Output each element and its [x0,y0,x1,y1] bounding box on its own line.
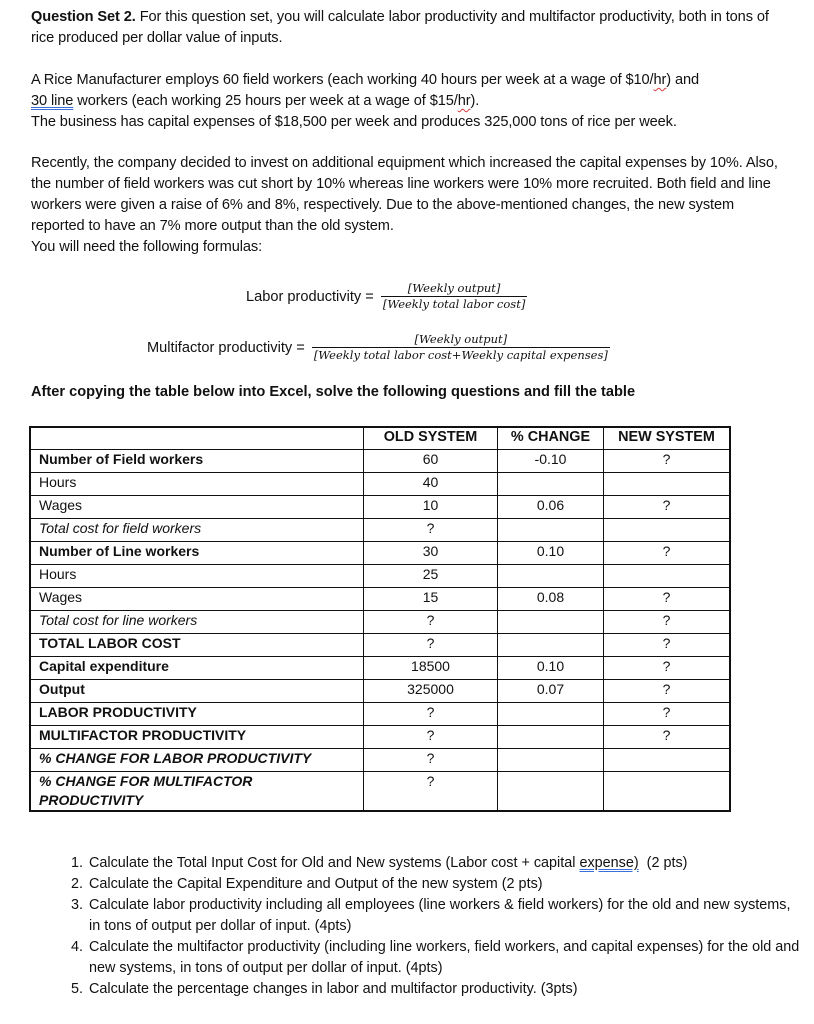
old-system-cell[interactable]: ? [364,726,498,749]
table-row [30,450,730,473]
scenario-paragraph [31,70,791,133]
percent-change-cell[interactable]: 0.07 [498,680,604,703]
percent-change-cell[interactable] [498,565,604,588]
new-system-cell[interactable]: ? [604,542,731,565]
row-label: Wages [30,588,364,611]
question-text: Calculate the Total Input Cost for Old and New systems (Labor cost + capital [89,855,580,871]
new-system-cell[interactable]: ? [604,450,731,473]
table-row [30,726,730,749]
row-label: Total cost for field workers [30,519,364,542]
formula-denominator: [Weekly total labor cost] [382,297,526,311]
new-system-cell[interactable] [604,565,731,588]
formula-lhs: Multifactor productivity = [147,339,309,356]
question-item [87,937,802,979]
percent-change-cell[interactable]: 0.06 [498,496,604,519]
old-system-cell[interactable]: 25 [364,565,498,588]
table-row [30,519,730,542]
question-item [87,853,802,874]
spellcheck-word: hr [457,93,471,109]
question-text: Calculate labor productivity including all employees (line workers & field workers) for the old and new systems, in tons of output per dollar of input. (4pts) [89,897,791,934]
table-row [30,611,730,634]
old-system-cell[interactable]: 40 [364,473,498,496]
table-row [30,588,730,611]
percent-change-cell[interactable] [498,703,604,726]
question-item [87,979,802,1000]
productivity-table [29,426,731,812]
new-system-cell[interactable]: ? [604,657,731,680]
scenario-line-2 [31,91,791,112]
scenario-text: A Rice Manufacturer employs 60 field workers (each working 40 hours per week at a wage of $10/ [31,72,654,88]
new-system-cell[interactable] [604,749,731,772]
old-system-cell[interactable]: ? [364,749,498,772]
grammar-flag: 30 line [31,93,74,109]
old-system-cell[interactable]: 15 [364,588,498,611]
row-label: Capital expenditure [30,657,364,680]
question-text: Calculate the Capital Expenditure and Output of the new system (2 pts) [89,876,543,892]
table-instruction: After copying the table below into Excel, solve the following questions and fill the table [31,384,636,400]
new-system-cell[interactable]: ? [604,588,731,611]
table-row [30,565,730,588]
new-system-cell[interactable]: ? [604,726,731,749]
percent-change-cell[interactable]: 0.08 [498,588,604,611]
percent-change-cell[interactable]: 0.10 [498,657,604,680]
row-label: Output [30,680,364,703]
spellcheck-word: hr [653,72,667,88]
old-system-cell[interactable]: ? [364,772,498,812]
table-row [30,542,730,565]
table-row [30,496,730,519]
new-system-cell[interactable]: ? [604,496,731,519]
scenario-line-3: The business has capital expenses of $18,500 per week and produces 325,000 tons of rice per week. [31,114,677,130]
percent-change-cell[interactable] [498,473,604,496]
labor-productivity-formula [246,281,527,312]
question-set-heading: Question Set 2. [31,9,136,25]
row-label: MULTIFACTOR PRODUCTIVITY [30,726,364,749]
header-percent-change: % CHANGE [498,427,604,450]
header-cell-blank [30,427,364,450]
table-row [30,657,730,680]
new-system-cell[interactable] [604,772,731,812]
row-label: % CHANGE FOR MULTIFACTOR PRODUCTIVITY [30,772,364,812]
intro-paragraph [31,7,791,49]
formulas-intro: You will need the following formulas: [31,239,263,255]
percent-change-cell[interactable] [498,611,604,634]
question-item [87,874,802,895]
question-list [47,853,802,1000]
new-system-cell[interactable]: ? [604,703,731,726]
old-system-cell[interactable]: ? [364,519,498,542]
old-system-cell[interactable]: ? [364,703,498,726]
row-label: Number of Line workers [30,542,364,565]
question-item [87,895,802,937]
table-header-row [30,427,730,450]
row-label: LABOR PRODUCTIVITY [30,703,364,726]
table-row [30,749,730,772]
percent-change-cell[interactable] [498,634,604,657]
new-system-cell[interactable]: ? [604,611,731,634]
table-row [30,473,730,496]
row-label: Hours [30,565,364,588]
percent-change-cell[interactable] [498,749,604,772]
new-system-cell[interactable] [604,473,731,496]
percent-change-cell[interactable] [498,519,604,542]
old-system-cell[interactable]: 30 [364,542,498,565]
row-label: TOTAL LABOR COST [30,634,364,657]
scenario-line-1 [31,70,791,91]
table-row [30,772,730,812]
row-label: Hours [30,473,364,496]
table-row [30,634,730,657]
multifactor-productivity-formula [147,332,610,363]
row-label: Wages [30,496,364,519]
intro-text: For this question set, you will calculate labor productivity and multifactor productivity, both in tons of rice produced per dollar value of inputs. [31,9,769,46]
row-label: Total cost for line workers [30,611,364,634]
changes-text: Recently, the company decided to invest on additional equipment which increased the capital expenses by 10%. Also, the number of field workers was cut short by 10% whereas line workers were 10% more recruited. Both field and line workers were given a raise of 6% and 8%, respectively. Due to the above-mentioned changes, the new system reported to have an 7% more output than the old system. [31,155,778,234]
question-text: Calculate the percentage changes in labor and multifactor productivity. (3pts) [89,981,578,997]
header-old-system: OLD SYSTEM [364,427,498,450]
table-row [30,703,730,726]
old-system-cell[interactable]: 10 [364,496,498,519]
old-system-cell[interactable]: 325000 [364,680,498,703]
question-text: Calculate the multifactor productivity (including line workers, field workers, and capital expenses) for the old and new systems, in tons of output per dollar of input. (4pts) [89,939,800,976]
new-system-cell[interactable]: ? [604,634,731,657]
scenario-text: ). [470,93,480,109]
old-system-cell[interactable]: ? [364,634,498,657]
formula-lhs: Labor productivity = [246,288,378,305]
formula-fraction [381,281,527,312]
formula-fraction [312,332,610,363]
percent-change-cell[interactable] [498,772,604,812]
new-system-cell[interactable] [604,519,731,542]
formula-numerator: [Weekly output] [414,332,508,346]
old-system-cell[interactable]: 18500 [364,657,498,680]
percent-change-cell[interactable] [498,726,604,749]
percent-change-cell[interactable]: -0.10 [498,450,604,473]
row-label: Number of Field workers [30,450,364,473]
header-new-system: NEW SYSTEM [604,427,731,450]
scenario-text: workers (each working 25 hours per week at a wage of $15/ [73,93,458,109]
changes-paragraph [31,153,786,258]
old-system-cell[interactable]: ? [364,611,498,634]
percent-change-cell[interactable]: 0.10 [498,542,604,565]
table-row [30,680,730,703]
formula-numerator: [Weekly output] [407,281,501,295]
scenario-text: ) and [666,72,700,88]
grammar-flag: expense) [579,855,639,871]
formula-denominator: [Weekly total labor cost+Weekly capital expenses] [313,348,608,362]
new-system-cell[interactable]: ? [604,680,731,703]
question-points: (2 pts) [638,855,688,871]
row-label: % CHANGE FOR LABOR PRODUCTIVITY [30,749,364,772]
old-system-cell[interactable]: 60 [364,450,498,473]
